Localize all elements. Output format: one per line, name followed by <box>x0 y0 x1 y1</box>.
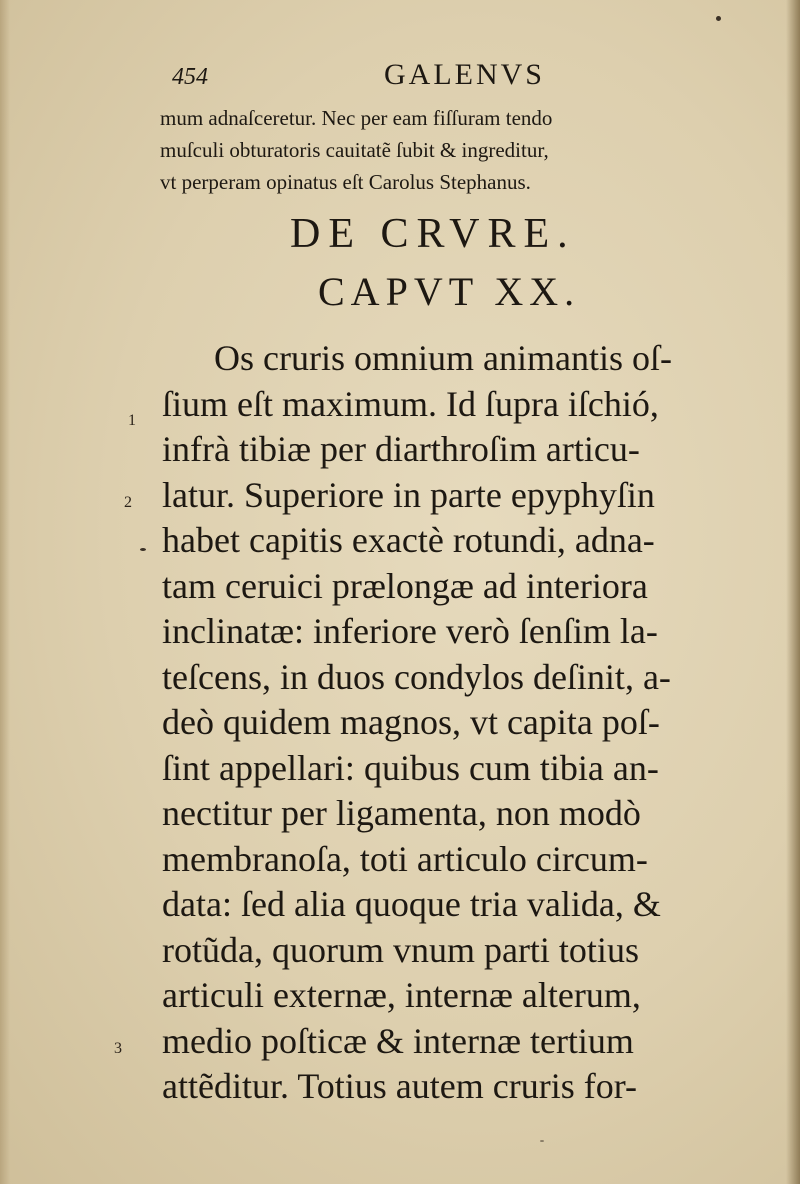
carry-over-paragraph <box>160 102 630 198</box>
ink-speck <box>140 548 146 551</box>
page-edge-left <box>0 0 10 1184</box>
margin-note-1: 1 <box>128 412 136 429</box>
page-number: 454 <box>172 64 208 90</box>
body-line: attẽditur. Totius autem cruris for- <box>162 1066 637 1106</box>
carry-over-line: muſculi obturatoris cauitatẽ ſubit & ingreditur, <box>160 138 549 162</box>
body-line: rotũda, quorum vnum parti totius <box>162 929 639 970</box>
body-line: infrà tibiæ per diarthroſim articu- <box>162 429 640 469</box>
body-line: Os cruris omnium animantis oſ- <box>214 338 672 378</box>
ink-speck <box>540 1140 544 1142</box>
body-line: deò quidem magnos, vt capita poſ- <box>162 702 660 742</box>
body-line: ſint appellari: quibus cum tibia an- <box>162 747 659 788</box>
body-line: articuli externæ, internæ alterum, <box>162 975 641 1015</box>
ink-speck <box>716 16 721 21</box>
margin-note-3: 3 <box>114 1040 122 1057</box>
page-header <box>172 58 602 98</box>
body-line: habet capitis exactè rotundi, adna- <box>162 520 655 560</box>
chapter-title: CAPVT XX. <box>318 269 581 314</box>
body-line: teſcens, in duos condylos deſinit, a- <box>162 656 671 697</box>
carry-over-line: mum adnaſceretur. Nec per eam fiſſuram tendo <box>160 106 553 130</box>
page-edge-right <box>786 0 800 1184</box>
body-line: nectitur per ligamenta, non modò <box>162 793 641 833</box>
margin-note-2: 2 <box>124 494 132 511</box>
body-line: tam ceruici prælongæ ad interiora <box>162 565 648 606</box>
section-title: DE CRVRE. <box>290 211 576 257</box>
body-line: membranoſa, toti articulo circum- <box>162 838 648 879</box>
body-line: medio poſticæ & internæ tertium <box>162 1020 634 1061</box>
body-line: data: ſed alia quoque tria valida, & <box>162 884 661 924</box>
running-head: GALENVS <box>384 58 545 91</box>
body-line: latur. Superiore in parte epyphyſin <box>162 474 655 515</box>
carry-over-line: vt perperam opinatus eſt Carolus Stephanus. <box>160 170 531 194</box>
chapter-body <box>162 336 722 1110</box>
body-line: inclinatæ: inferiore verò ſenſim la- <box>162 611 658 651</box>
body-line: ſium eſt maximum. Id ſupra iſchió, <box>162 383 659 424</box>
